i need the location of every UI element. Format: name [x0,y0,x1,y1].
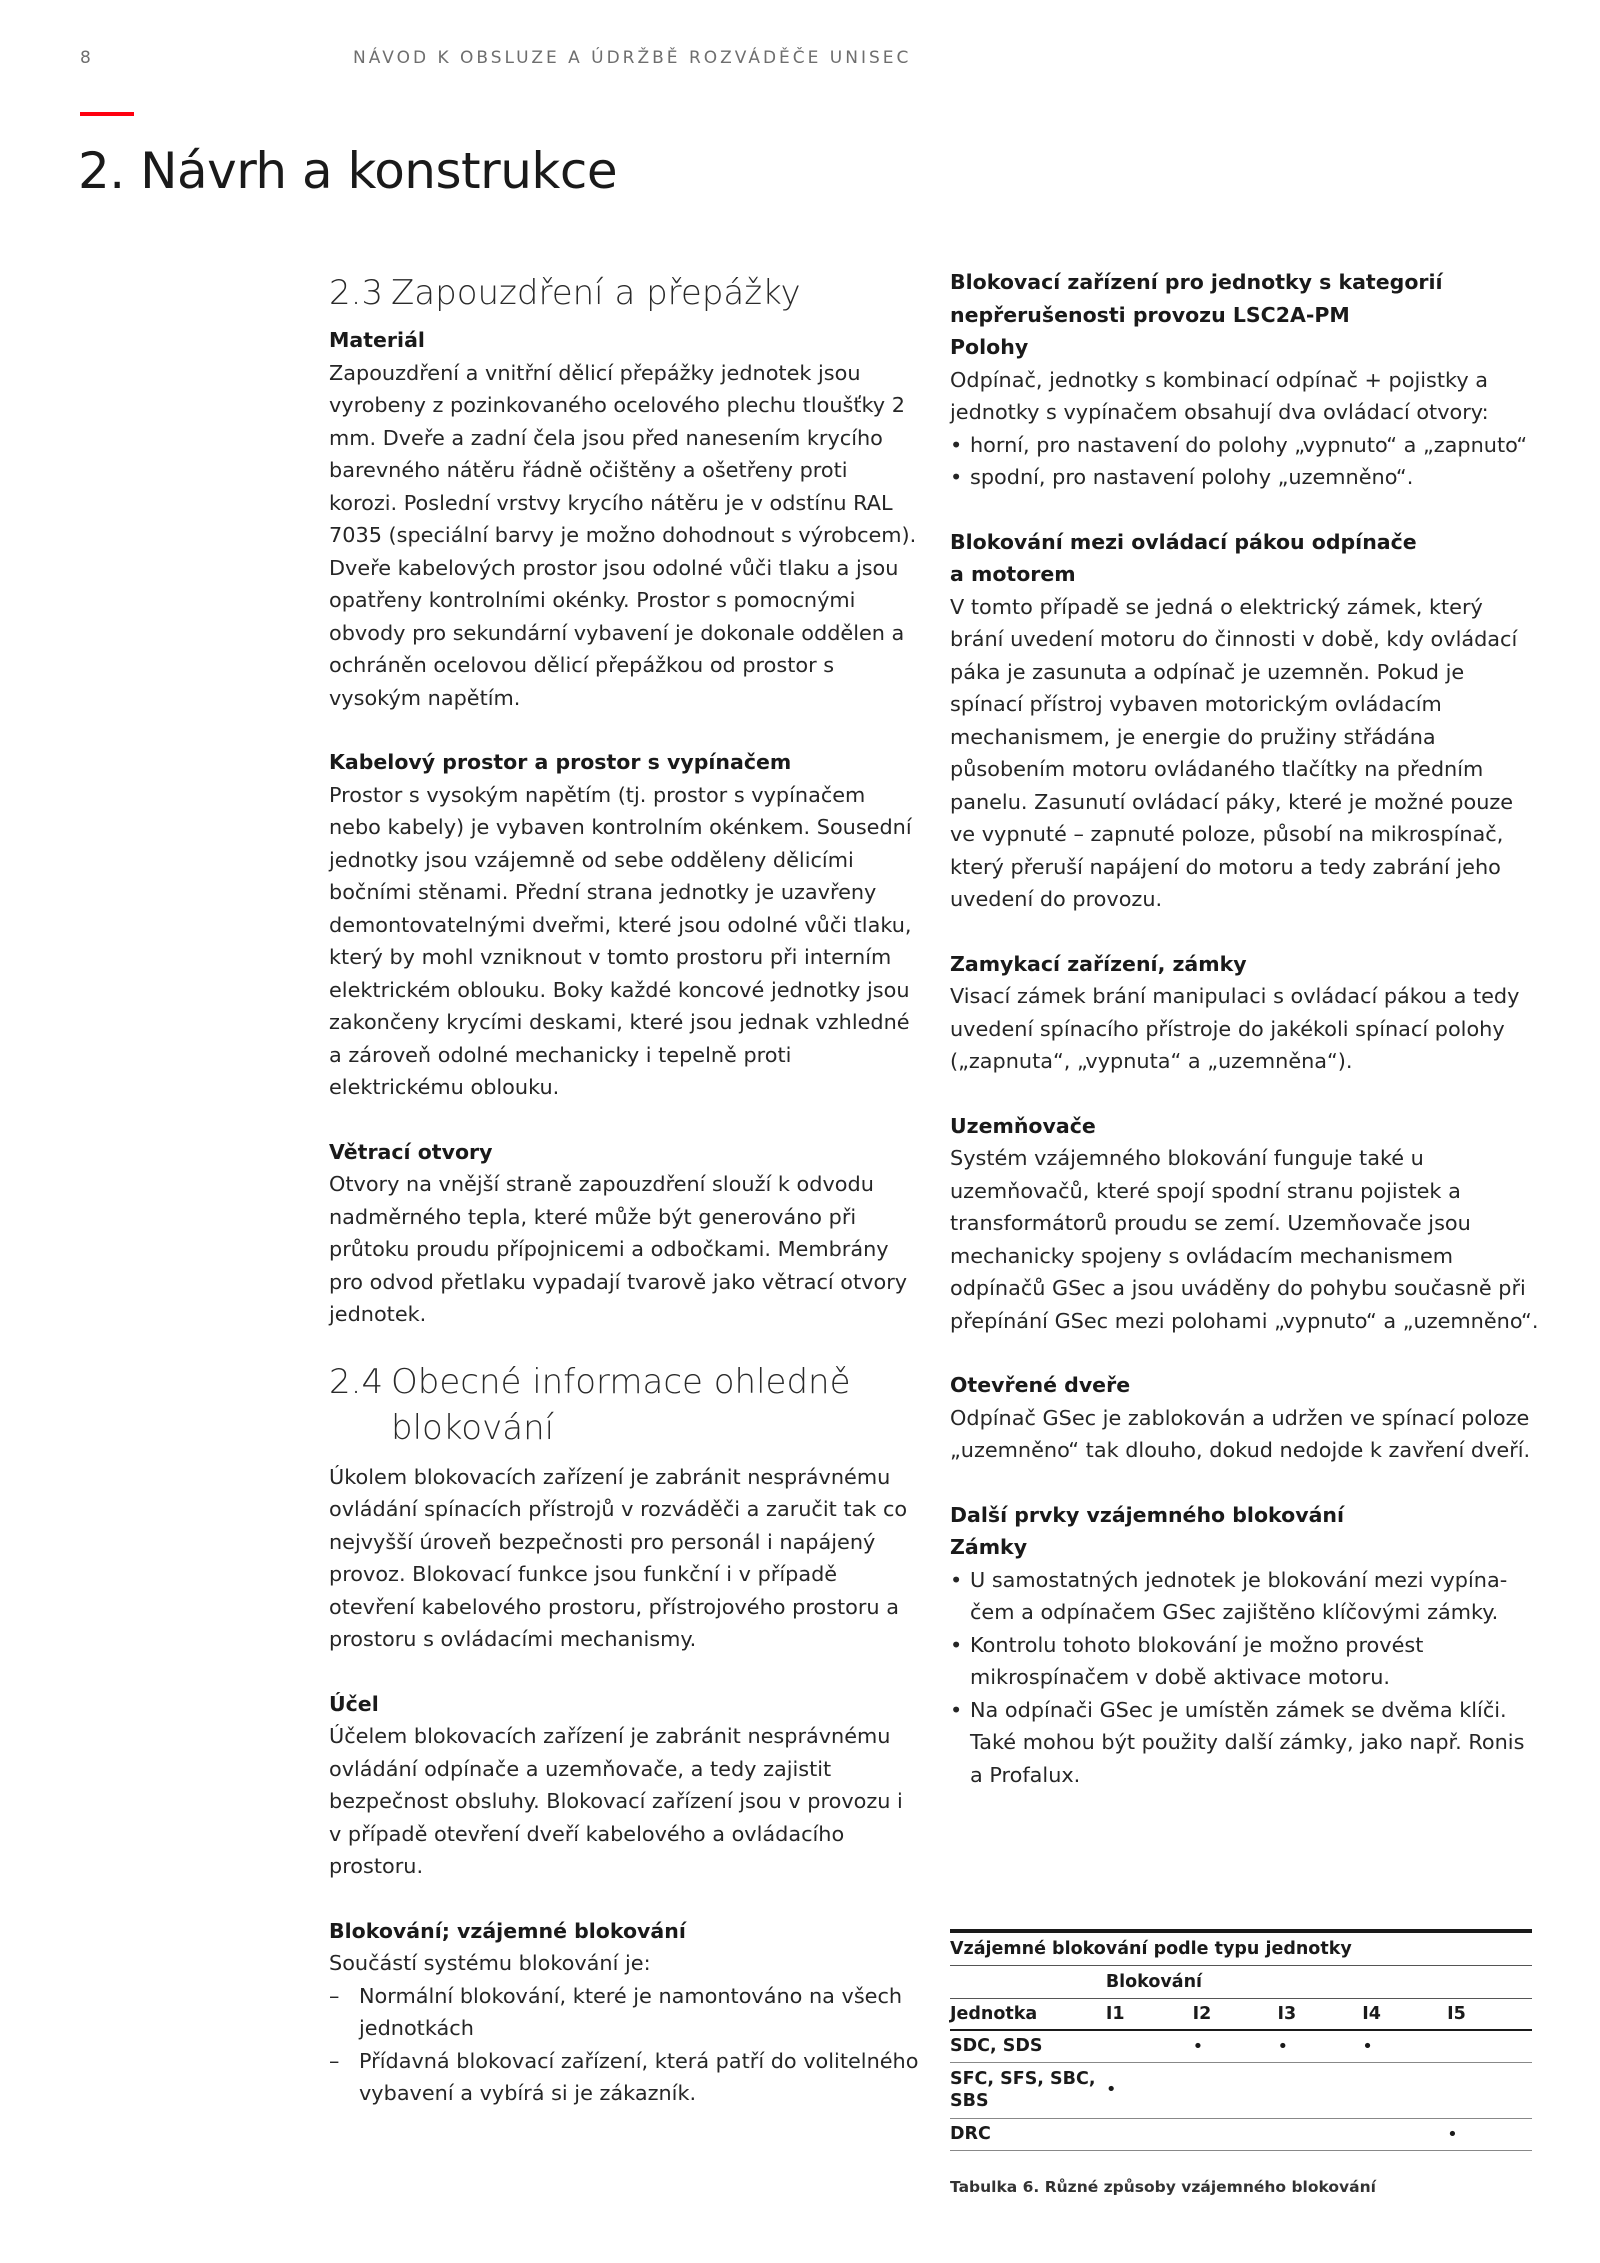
list-item: – Normální blokování, které je namontováno na všech jednotkách [329,1980,919,2045]
table-cell [1193,2118,1278,2150]
table-cell [1362,2118,1447,2150]
positions-list [950,429,1540,494]
table-cell: • [1362,2030,1447,2062]
table-cell [1362,2062,1447,2118]
ventilation-paragraph: Otvory na vnější straně zapouzdření slouží k odvodu nadměrného tepla, které může být generováno při průtoku proudu přípojnicemi a odbočkami. Membrány pro odvod přetlaku vypadají tvarově jako větrací otvory jednotek. [329,1172,908,1326]
list-item: • Kontrolu tohoto blokování je možno provést mikrospínačem v době aktivace motoru. [950,1629,1540,1694]
unit-header: Jednotka [950,1998,1106,2030]
table-cell: • [1193,2030,1278,2062]
table-group-header-row [950,1966,1532,1998]
list-item: • horní, pro nastavení do polohy „vypnuto“ a „zapnuto“ [950,429,1540,462]
earthing-switches-paragraph: Systém vzájemného blokování funguje také u uzemňovačů, které spojí spodní stranu pojistek a transformátorů proudu se zemí. Uzemňovače jsou mechanicky spojeny s ovládacím mechanismem odpínačů GSec a jsou uváděny do pohybu současně při přepínání GSec mezi polohami „vypnuto“ a „uzemněno“. [950,1146,1539,1333]
right-column [950,266,1540,1791]
motor-interlock-heading-line2: a motorem [950,562,1076,586]
section-title: Obecné informace ohledně blokování [391,1361,851,1448]
table-cell [1106,2030,1193,2062]
locks-list [950,1564,1540,1792]
interlocking-paragraph: Součástí systému blokování je: [329,1951,651,1975]
table-cell [1277,2118,1362,2150]
table-row [950,2118,1532,2150]
running-header: NÁVOD K OBSLUZE A ÚDRŽBĚ ROZVÁDĚČE UNISEC [353,48,912,68]
locking-devices-paragraph: Visací zámek brání manipulaci s ovládací pákou a tedy uvedení spínacího přístroje do jakékoli spínací polohy („zapnuta“, „vypnuta“ a „uzemněna“). [950,984,1520,1073]
column-header: I3 [1277,1998,1362,2030]
interlock-table [950,1966,1532,2151]
column-header: I1 [1106,1998,1193,2030]
positions-paragraph: Odpínač, jednotky s kombinací odpínač + pojistky a jednotky s vypínačem obsahují dva ovládací otvory: [950,367,1489,424]
chapter-title: 2. Návrh a konstrukce [78,142,618,200]
unit-cell: DRC [950,2118,1106,2150]
positions-heading: Polohy [950,335,1029,359]
purpose-heading: Účel [329,1691,379,1716]
material-heading: Materiál [329,328,425,352]
list-item: – Přídavná blokovací zařízení, která patří do volitelného vybavení a vybírá si je zákazník. [329,2045,919,2110]
table-cell: • [1277,2030,1362,2062]
left-column [329,270,919,2110]
locks-heading: Zámky [950,1535,1028,1559]
column-header: I2 [1193,1998,1278,2030]
section-number: 2.3 [329,273,384,313]
column-header: I5 [1447,1998,1532,2030]
section-2-3-heading [329,270,919,316]
table-row [950,2062,1532,2118]
motor-interlock-heading-line1: Blokování mezi ovládací pákou odpínače [950,529,1417,554]
column-header: I4 [1362,1998,1447,2030]
table-caption: Vzájemné blokování podle typu jednotky [950,1933,1532,1966]
unit-cell: SFC, SFS, SBC, SBS [950,2062,1106,2118]
table-cell [1277,2062,1362,2118]
page-number: 8 [80,48,92,68]
lsc-heading-line1: Blokovací zařízení pro jednotky s kategorií [950,270,1443,294]
interlock-table-block [950,1929,1532,2151]
list-item: • spodní, pro nastavení polohy „uzemněno“. [950,461,1540,494]
table-cell [1447,2030,1532,2062]
table-cell: • [1106,2062,1193,2118]
table-cell [1106,2118,1193,2150]
ventilation-heading: Větrací otvory [329,1139,493,1164]
table-note: Tabulka 6. Různé způsoby vzájemného blokování [950,2178,1376,2196]
table-cell: • [1447,2118,1532,2150]
material-paragraph: Zapouzdření a vnitřní dělicí přepážky jednotek jsou vyrobeny z pozinkovaného ocelového plechu tloušťky 2 mm. Dveře a zadní čela jsou před nanesením krycího barevného nátěru řádně očištěny a ošetřeny proti korozi. Poslední vrstvy krycího nátěru je v odstínu RAL 7035 (speciální barvy je možno dohodnout s výrobcem). Dveře kabelových prostor jsou odolné vůči tlaku a jsou opatřeny kontrolními okénky. Prostor s pomocnými obvody pro sekundární vybavení je dokonale oddělen a ochráněn ocelovou dělicí přepážkou od prostor s vysokým napětím. [329,360,917,710]
table-row [950,2030,1532,2062]
list-item: • Na odpínači GSec je umístěn zámek se dvěma klíči. Také mohou být použity další zámky, jako např. Ronis a Profalux. [950,1694,1540,1792]
table-header-row [950,1998,1532,2030]
unit-cell: SDC, SDS [950,2030,1106,2062]
open-doors-paragraph: Odpínač GSec je zablokován a udržen ve spínací poloze „uzemněno“ tak dlouho, dokud nedojde k zavření dveří. [950,1405,1531,1462]
lsc-heading-line2: nepřerušenosti provozu LSC2A-PM [950,302,1350,327]
interlocking-intro-paragraph: Úkolem blokovacích zařízení je zabránit nesprávnému ovládání spínacích přístrojů v rozváděči a zaručit tak co nejvyšší úroveň bezpečnosti pro personál i napájený provoz. Blokovací funkce jsou funkční i v případě otevření kabelového prostoru, přístrojového prostoru a prostoru s ovládacími mechanismy. [329,1464,908,1651]
list-item: • U samostatných jednotek je blokování mezi vypínačem a odpínačem GSec zajištěno klíčovými zámky. [950,1564,1540,1629]
table-cell [1447,2062,1532,2118]
earthing-switches-heading: Uzemňovače [950,1113,1096,1138]
locking-devices-heading: Zamykací zařízení, zámky [950,951,1247,976]
section-title: Zapouzdření a přepážky [391,273,801,313]
section-number: 2.4 [329,1361,384,1402]
interlocking-list [329,1980,919,2110]
accent-bar [80,112,134,116]
cable-compartment-heading: Kabelový prostor a prostor s vypínačem [329,750,792,774]
open-doors-heading: Otevřené dveře [950,1373,1131,1397]
group-header: Blokování [1106,1966,1532,1998]
further-interlocks-heading: Další prvky vzájemného blokování [950,1502,1345,1527]
motor-interlock-paragraph: V tomto případě se jedná o elektrický zámek, který brání uvedení motoru do činnosti v době, kdy ovládací páka je zasunuta a odpínač je uzemněn. Pokud je spínací přístroj vybaven motorickým ovládacím mechanismem, je energie do pružiny střádána působením motoru ovládaného tlačítky na předním panelu. Zasunutí ovládací páky, které je možné pouze ve vypnuté – zapnuté poloze, působí na mikrospínač, který přeruší napájení do motoru a tedy zabrání jeho uvedení do provozu. [950,594,1518,911]
purpose-paragraph: Účelem blokovacích zařízení je zabránit nesprávnému ovládání odpínače a uzemňovače, a tedy zajistit bezpečnost obsluhy. Blokovací zařízení jsou v provozu i v případě otevření dveří kabelového a ovládacího prostoru. [329,1724,903,1878]
table-cell [1193,2062,1278,2118]
cable-compartment-paragraph: Prostor s vysokým napětím (tj. prostor s vypínačem nebo kabely) je vybaven kontrolním okénkem. Sousední jednotky jsou vzájemně od sebe odděleny dělicími bočními stěnami. Přední strana jednotky je uzavřeny demontovatelnými dveřmi, které jsou odolné vůči tlaku, který by mohl vzniknout v tomto prostoru při interním elektrickém oblouku. Boky každé koncové jednotky jsou zakončeny krycími deskami, které jsou jednak vzhledné a zároveň odolné mechanicky i tepelně proti elektrickému oblouku. [329,782,912,1099]
interlocking-heading: Blokování; vzájemné blokování [329,1918,686,1943]
section-2-4-heading [329,1359,919,1451]
